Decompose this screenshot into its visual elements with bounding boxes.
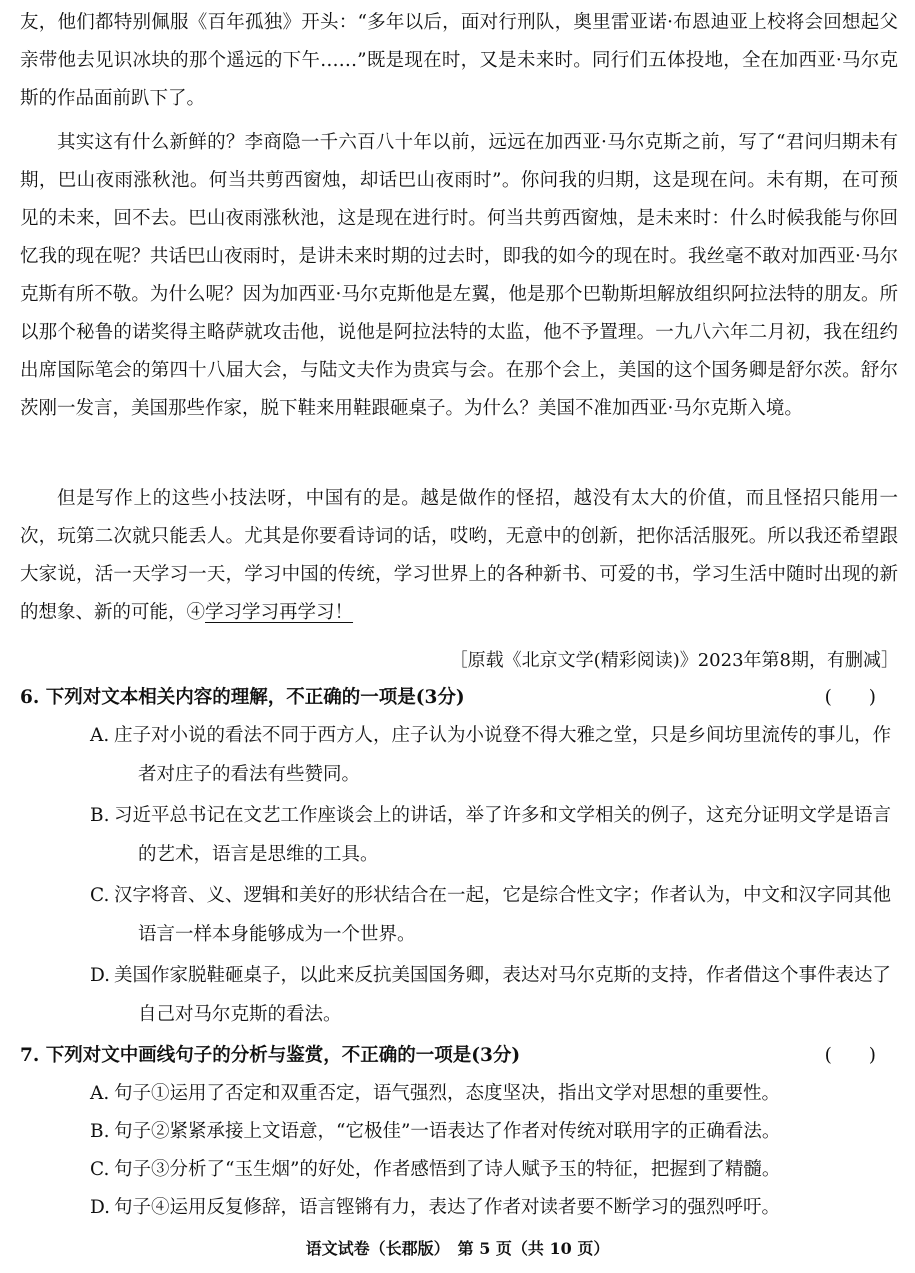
- option-label: C.: [90, 885, 110, 906]
- article-paragraph-2: 其实这有什么新鲜的？李商隐一千六百八十年以前，远远在加西亚·马尔克斯之前，写了“君问归期未有期，巴山夜雨涨秋池。何当共剪西窗烛，却话巴山夜雨时”。你问我的归期，这是现在问。未有期，在可预见的未来，回不去。巴山夜雨涨秋池，这是现在进行时。何当共剪西窗烛，是未来时：什么时候我能与你回忆我的现在呢？共话巴山夜雨时，是讲未来时期的过去时，即我的如今的现在时。我丝毫不敢对加西亚·马尔克斯有所不敬。为什么呢？因为加西亚·马尔克斯他是左翼，他是那个巴勒斯坦解放组织阿拉法特的朋友。所以那个秘鲁的诺奖得主略萨就攻击他，说他是阿拉法特的太监，他不予置理。一九八六年二月初，我在纽约出席国际笔会的第四十八届大会，与陆文夫作为贵宾与会。在那个会上，美国的这个国务卿是舒尔茨。舒尔茨刚一发言，美国那些作家，脱下鞋来用鞋跟砸桌子。为什么？美国不准加西亚·马尔克斯入境。: [20, 132, 898, 419]
- option-label: B.: [90, 1121, 110, 1142]
- question-6-text: 6. 下列对文本相关内容的理解，不正确的一项是(3分): [20, 687, 465, 708]
- question-6-option-c: [90, 876, 900, 954]
- option-label: D.: [90, 965, 111, 986]
- option-text: 句子④运用反复修辞，语言铿锵有力，表达了作者对读者要不断学习的强烈呼吁。: [114, 1197, 781, 1218]
- question-7-option-b: [90, 1112, 900, 1151]
- option-text: 习近平总书记在文艺工作座谈会上的讲话，举了许多和文学相关的例子，这充分证明文学是语言的艺术，语言是思维的工具。: [114, 805, 892, 865]
- question-7-option-c: [90, 1150, 900, 1189]
- question-6-answer-blank: ( ): [824, 687, 876, 708]
- page-footer: 语文试卷（长郡版） 第 5 页（共 10 页）: [305, 1239, 610, 1258]
- article-paragraph-3-text: 但是写作上的这些小技法呀，中国有的是。越是做作的怪招，越没有太大的价值，而且怪招只能用一次，玩第二次就只能丢人。尤其是你要看诗词的话，哎哟，无意中的创新，把你活活服死。所以我还希望跟大家说，活一天学习一天，学习中国的传统，学习世界上的各种新书、可爱的书，学习生活中随时出现的新的想象、新的可能，④: [20, 488, 898, 623]
- article-paragraph-3: [20, 480, 898, 632]
- question-6-option-b: [90, 796, 900, 874]
- option-label: D.: [90, 1197, 111, 1218]
- question-7-text: 7. 下列对文中画线句子的分析与鉴赏，不正确的一项是(3分): [20, 1045, 521, 1066]
- option-text: 句子②紧紧承接上文语意，“它极佳”一语表达了作者对传统对联用字的正确看法。: [114, 1121, 781, 1142]
- question-7-option-a: [90, 1074, 900, 1113]
- option-text: 庄子对小说的看法不同于西方人，庄子认为小说登不得大雅之堂，只是乡间坊里流传的事儿，作者对庄子的看法有些赞同。: [114, 725, 892, 785]
- article-source: ［原载《北京文学(精彩阅读)》2023年第8期，有删减］: [449, 650, 899, 671]
- option-label: A.: [90, 725, 110, 746]
- option-label: A.: [90, 1083, 110, 1104]
- question-6-stem: [20, 682, 898, 714]
- question-7-answer-blank: ( ): [824, 1045, 876, 1066]
- option-label: C.: [90, 1159, 110, 1180]
- option-text: 美国作家脱鞋砸桌子，以此来反抗美国国务卿，表达对马尔克斯的支持，作者借这个事件表达了自己对马尔克斯的看法。: [114, 965, 892, 1025]
- question-6-option-a: [90, 716, 900, 794]
- option-label: B.: [90, 805, 110, 826]
- option-text: 句子①运用了否定和双重否定，语气强烈，态度坚决，指出文学对思想的重要性。: [114, 1083, 781, 1104]
- question-7-stem: [20, 1040, 898, 1072]
- underlined-sentence-4: 学习学习再学习！: [205, 602, 354, 623]
- article-paragraph-1: 友，他们都特别佩服《百年孤独》开头：“多年以后，面对行刑队，奥里雷亚诺·布恩迪亚上校将会回想起父亲带他去见识冰块的那个遥远的下午……”既是现在时，又是未来时。同行们五体投地，全在加西亚·马尔克斯的作品面前趴下了。: [20, 12, 898, 109]
- question-6-option-d: [90, 956, 900, 1034]
- option-text: 句子③分析了“玉生烟”的好处，作者感悟到了诗人赋予玉的特征，把握到了精髓。: [114, 1159, 781, 1180]
- option-text: 汉字将音、义、逻辑和美好的形状结合在一起，它是综合性文字；作者认为，中文和汉字同其他语言一样本身能够成为一个世界。: [114, 885, 892, 945]
- question-7-option-d: [90, 1188, 900, 1227]
